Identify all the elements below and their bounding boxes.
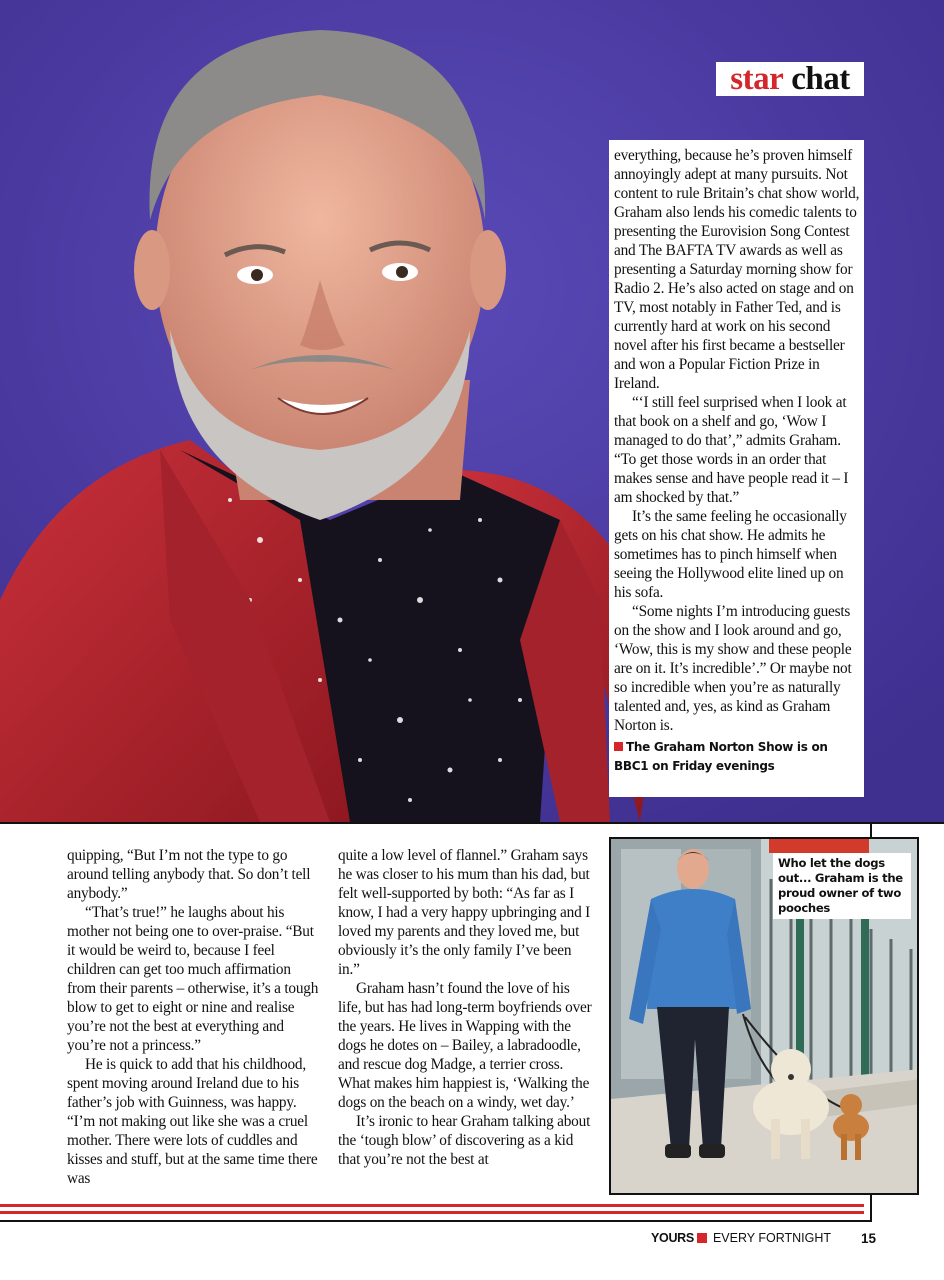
dog-walk-photo xyxy=(609,837,919,1195)
column-paragraph: He is quick to add that his childhood, spent moving around Ireland due to his father’s job with Guinness, was happy. “I’m not making out like she was a cruel mother. There were lots of cuddles and kisses and stuff, but at the same time there was xyxy=(67,1056,318,1187)
brand-word-chat: chat xyxy=(791,60,850,97)
publication-name: YOURS xyxy=(651,1231,694,1245)
article-column-2 xyxy=(338,846,592,1169)
photo-caption: Who let the dogs out... Graham is the proud owner of two pooches xyxy=(773,853,911,919)
article-column-1 xyxy=(67,846,321,1188)
column-paragraph: quipping, “But I’m not the type to go around telling anybody that. So don’t tell anybody.” xyxy=(67,847,311,902)
show-credit xyxy=(614,738,860,776)
red-rule-lower xyxy=(0,1211,864,1214)
sidebar-article-text xyxy=(609,140,864,797)
sidebar-paragraph: everything, because he’s proven himself annoyingly adept at many pursuits. Not content to rule Britain’s chat show world, Graham also lends his comedic talents to presenting the Eurovision Song Contest and The BAFTA TV awards as well as presenting a Saturday morning show for Radio 2. He’s also acted on stage and on TV, most notably in Father Ted, and is currently hard at work on his second novel after his first became a bestseller and won a Popular Fiction Prize in Ireland. xyxy=(614,147,860,392)
red-square-bullet-icon xyxy=(614,742,623,751)
brand-word-star: star xyxy=(730,60,784,97)
page-footer xyxy=(651,1229,876,1247)
sidebar-paragraph: It’s the same feeling he occasionally gets on his chat show. He admits he sometimes has to pinch himself when seeing the Hollywood elite lined up on his sofa. xyxy=(614,508,847,601)
column-paragraph: It’s ironic to hear Graham talking about the ‘tough blow’ of discovering as a kid that you’re not the best at xyxy=(338,1113,591,1168)
section-brand-star-chat xyxy=(716,62,864,96)
column-paragraph: “That’s true!” he laughs about his mother not being one to over-praise. “But it would be weird to, because I feel children can get too much affirmation from their parents – otherwise, it’s a tough blow to get to eight or nine and realise you’re not the best at everything and you’re not a princess.” xyxy=(67,904,319,1054)
red-square-separator-icon xyxy=(697,1233,707,1243)
show-credit-text: The Graham Norton Show is on BBC1 on Friday evenings xyxy=(614,740,828,773)
sidebar-paragraph: “‘I still feel surprised when I look at that book on a shelf and go, ‘Wow I managed to do that’,” admits Graham. “To get those words in an order that makes sense and have people read it – I am shocked by that.” xyxy=(614,394,849,506)
red-rule-upper xyxy=(0,1204,864,1207)
publication-frequency: EVERY FORTNIGHT xyxy=(712,1231,832,1245)
column-paragraph: quite a low level of flannel.” Graham says he was closer to his mum than his dad, but felt well-supported by both: “As far as I know, I had a very happy upbringing and I loved my parents and they loved me, but obviously it’s the only family I’ve been in.” xyxy=(338,847,591,978)
bottom-frame-rule xyxy=(0,1220,872,1222)
sidebar-paragraph: “Some nights I’m introducing guests on the show and I look around and go, ‘Wow, this is my show and these people are on it. It’s incredible’.” Or maybe not so incredible when you’re as naturally talented and, yes, as kind as Graham Norton is. xyxy=(614,603,852,734)
column-paragraph: Graham hasn’t found the love of his life, but has had long-term boyfriends over the years. He lives in Wapping with the dogs he dotes on – Bailey, a labradoodle, and rescue dog Madge, a terrier cross. What makes him happiest is, ‘Walking the dogs on the beach on a windy, wet day.’ xyxy=(338,980,592,1111)
page-number: 15 xyxy=(861,1230,877,1246)
top-frame-rule xyxy=(0,822,944,824)
